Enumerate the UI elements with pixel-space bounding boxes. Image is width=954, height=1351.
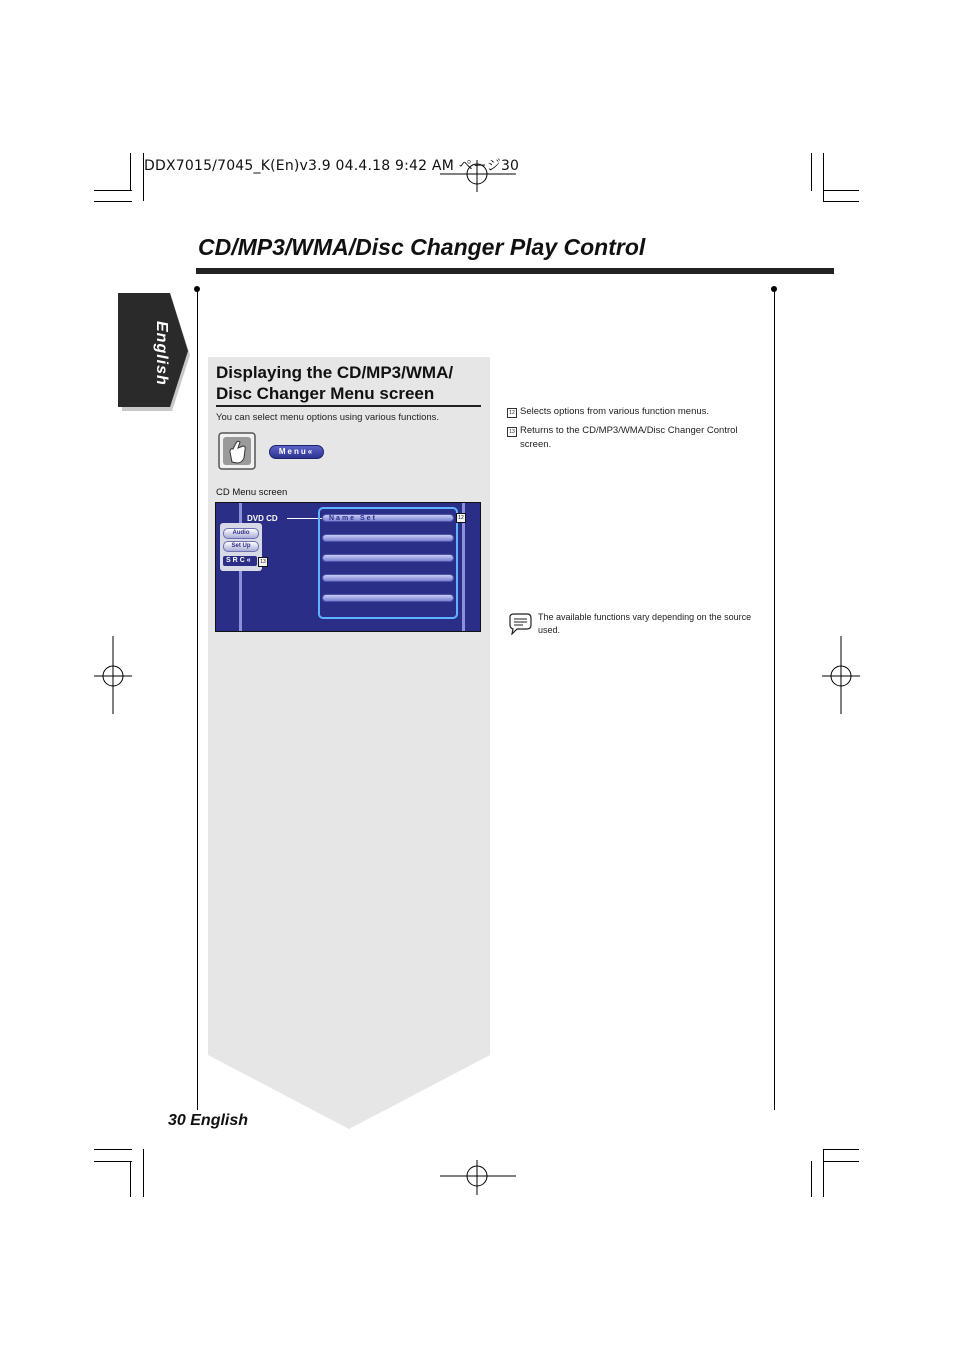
- section-description: You can select menu options using various functions.: [216, 412, 440, 423]
- menu-button[interactable]: Menu«: [269, 445, 324, 459]
- section-rule: [216, 405, 481, 407]
- menu-item-2[interactable]: [322, 534, 454, 542]
- section-title: Displaying the CD/MP3/WMA/ Disc Changer Menu screen: [216, 363, 454, 403]
- audio-button[interactable]: Audio: [223, 528, 259, 539]
- note-text: The available functions vary depending on the source used.: [538, 612, 752, 635]
- src-button[interactable]: SRC«: [223, 556, 257, 566]
- menu-item-4[interactable]: [322, 574, 454, 582]
- callout-12-menu: 12: [456, 513, 466, 523]
- description-number: 13: [507, 427, 517, 437]
- page-title: CD/MP3/WMA/Disc Changer Play Control: [198, 234, 646, 260]
- file-info-line: DDX7015/7045_K(En)v3.9 04.4.18 9:42 AM ページ30: [144, 158, 520, 174]
- section-panel: [208, 357, 490, 1129]
- menu-item-5[interactable]: [322, 594, 454, 602]
- language-tab: [118, 293, 190, 413]
- language-tab-label: English: [153, 320, 170, 386]
- description-text: Returns to the CD/MP3/WMA/Disc Changer Control screen.: [520, 425, 738, 450]
- note-speech-icon: [507, 613, 533, 635]
- description-number: 12: [507, 408, 517, 418]
- callout-13-src: 13: [258, 557, 268, 567]
- description-item: [507, 424, 767, 450]
- menu-item-3[interactable]: [322, 554, 454, 562]
- description-item: [507, 405, 767, 419]
- description-text: Selects options from various function menus.: [520, 406, 710, 417]
- title-rule: [196, 268, 834, 274]
- cd-menu-screen: [215, 502, 481, 632]
- menu-items-frame: [318, 507, 458, 619]
- source-label: DVD CD: [247, 514, 278, 523]
- setup-button[interactable]: Set Up: [223, 541, 259, 552]
- menu-item-name-set[interactable]: Name Set: [322, 514, 454, 522]
- touch-hand-icon: [218, 432, 256, 470]
- screen-caption: CD Menu screen: [216, 487, 288, 498]
- side-button-panel: [220, 523, 262, 571]
- page-number: 30 English: [168, 1112, 249, 1129]
